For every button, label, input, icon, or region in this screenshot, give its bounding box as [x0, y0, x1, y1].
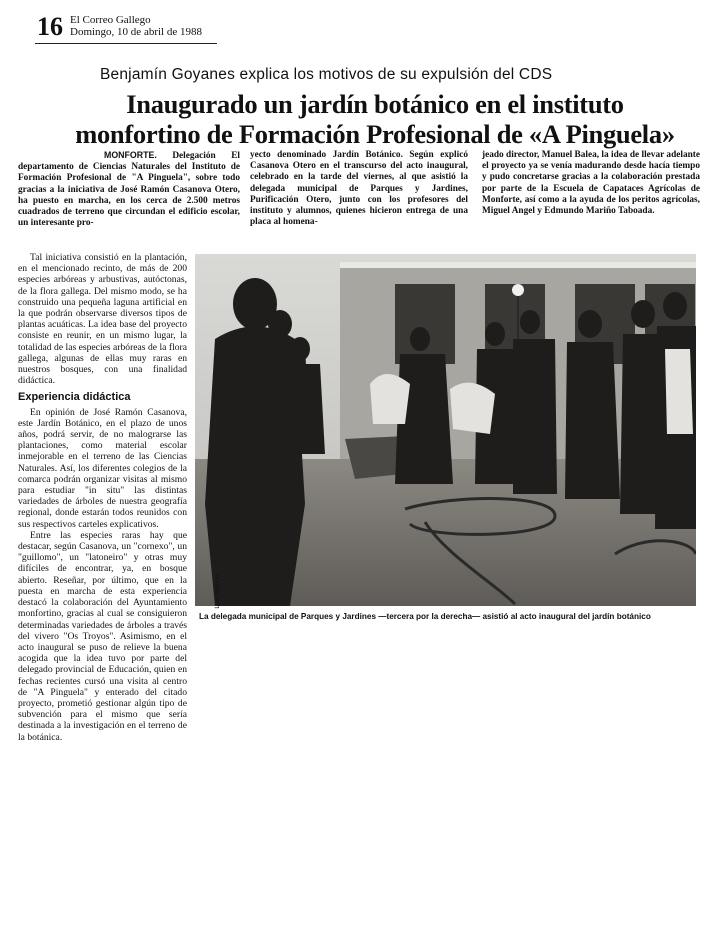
headline-line-2: monfortino de Formación Profesional de «A Pinguela»	[75, 119, 675, 149]
section-subhead: Experiencia didáctica	[18, 391, 131, 404]
photo-caption: La delegada municipal de Parques y Jardines —tercera por la derecha— asistió al acto inaugural del jardín botánico	[199, 612, 651, 621]
lead-column-3: jeado director, Manuel Balea, la idea de llevar adelante el proyecto ya se venía madurando desde hacía tiempo y pudo concretarse gracias a la colaboración prestada por parte de la Escuela de Capataces Agrícolas de Monforte, así como a la ayuda de los peritos agrícolas, Miguel Angel y Edmundo Mariño Taboada.	[482, 150, 700, 217]
body-paragraph-2: En opinión de José Ramón Casanova, este Jardín Botánico, en el plazo de unos años, podrá servir, de no malograrse las plantaciones, como material escolar inmejorable en el terreno de las Ciencias Naturales. Así, los diferentes colegios de la comarca podrán organizar visitas al mismo para estudiar "in situ" las distintas variedades de árboles de nuestra geografía regional, donde estarán todos reunidos con sus respectivos carteles explicativos.	[18, 406, 187, 530]
dateline: MONFORTE.	[104, 150, 157, 160]
headline-line-1: Inaugurado un jardín botánico en el instituto	[126, 89, 624, 119]
lead-column-2: yecto denominado Jardín Botánico. Según explicó Casanova Otero en el transcurso del acto inaugural, celebrado en la tarde del viernes, al que asistió la delegada municipal de Parques y Jardines, Purificación Otero, junto con los profesores del instituto y alumnos, quienes hicieron entrega de una placa al homena-	[250, 150, 468, 228]
body-paragraph-3: Entre las especies raras hay que destacar, según Casanova, un "cornexo", un "guillomo", un "latoneiro" y otras muy difíciles de encontrar, ya, en bosque abierto. Reseñar, por último, que en la puesta en marcha de esta experiencia destacó la colaboración del Ayuntamiento monfortino, gracias al cual se consiguieron determinadas variedades de árboles a través del vivero "Os Troyos". Asimismo, en el acto inaugural se puso de relieve la buena acogida que la idea tuvo por parte del delegado provincial de Educación, quien en fechas recientes cursó una visita al centro de "A Pinguela" y enterado del citado proyecto, prometió gestionar algún tipo de subvención para el mismo que sería destinada a la investigación en el terreno de la botánica.	[18, 529, 187, 743]
masthead	[70, 14, 202, 38]
photo-credit: Luis Blanco	[214, 575, 221, 609]
news-photo	[195, 254, 696, 606]
lead-text-1: Delegación El departamento de Ciencias Naturales del Instituto de Formación Profesional de "A Pinguela", sobre todo gracias a la iniciativa de José Ramón Casanova Otero, ha puesto en marcha, en los cerca de 2.500 metros cuadrados de terreno que circundan el edificio escolar, un interesante pro-	[18, 151, 240, 229]
lead-column-1	[18, 150, 240, 229]
publication-name: El Correo Gallego	[70, 14, 151, 26]
body-column	[18, 252, 187, 743]
page-number: 16	[37, 12, 63, 41]
photo-illustration	[195, 254, 696, 606]
kicker-headline: Benjamín Goyanes explica los motivos de su expulsión del CDS	[100, 66, 553, 83]
header-rule	[35, 43, 217, 44]
publication-date: Domingo, 10 de abril de 1988	[70, 26, 202, 38]
article-headline	[55, 89, 695, 149]
body-paragraph-1: Tal iniciativa consistió en la plantación, en el mencionado recinto, de más de 200 especies arbóreas y arbustivas, autóctonas, de la flora gallega. Del mismo modo, se ha construido una pequeña laguna artificial en la que podrán observarse diversos tipos de plantas acuáticas. La idea base del proyecto consiste en reunir, en un mismo lugar, la totalidad de las especies arbóreas de la flora gallega, algunas de ellas muy raras en nuestros bosques, con una finalidad didáctica.	[18, 252, 187, 387]
